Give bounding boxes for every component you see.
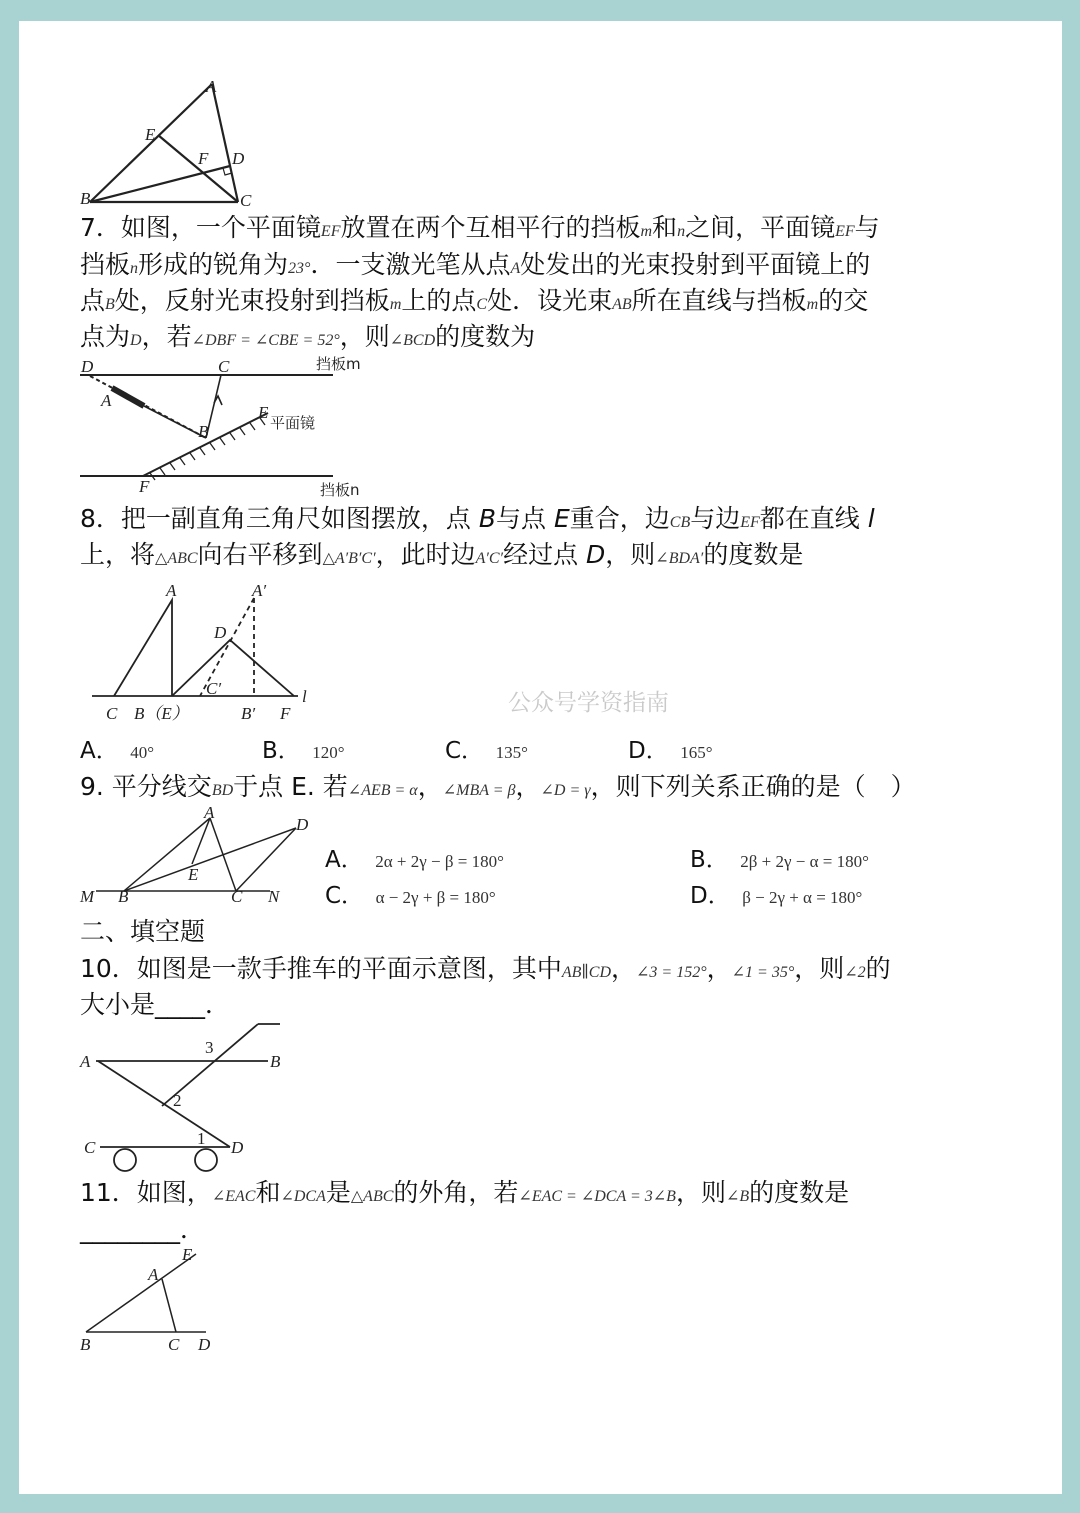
q7-fig2-label-f: F bbox=[139, 477, 150, 496]
q8-triangles-figure bbox=[78, 578, 328, 726]
q11-line-1: 11．如图，∠EAC和∠DCA是△ABC的外角，若∠EAC = ∠DCA = 3∠B，则∠B的度数是 bbox=[80, 1178, 850, 1207]
q11-label-c: C bbox=[168, 1335, 180, 1354]
q8-option-b[interactable]: B． 120° bbox=[262, 738, 345, 764]
q7-triangle-figure bbox=[78, 78, 278, 210]
watermark: 公众号学资指南 bbox=[508, 690, 669, 716]
q11-label-e: E bbox=[182, 1245, 193, 1264]
q8-option-c[interactable]: C． 135° bbox=[445, 738, 528, 764]
q10-line-1: 10．如图是一款手推车的平面示意图，其中AB∥CD，∠3 = 152°，∠1 = 35°，则∠2的 bbox=[80, 954, 891, 983]
q8-label-d: D bbox=[214, 623, 227, 642]
q7-fig2-label-a: A bbox=[101, 391, 112, 410]
q9-parallelogram-figure bbox=[78, 803, 318, 910]
q9-option-b[interactable]: B． 2β + 2γ − α = 180° bbox=[690, 847, 869, 873]
q7-fig2-label-e: E bbox=[258, 403, 269, 422]
q10-label-c: C bbox=[84, 1138, 96, 1157]
q10-line-2: 大小是____． bbox=[80, 990, 231, 1019]
q10-label-2: 2 bbox=[173, 1091, 182, 1110]
q11-line-2: ________． bbox=[80, 1215, 206, 1244]
q7-line-4: 点为D，若∠DBF = ∠CBE = 52°，则∠BCD的度数为 bbox=[80, 322, 536, 351]
q8-label-c-prime: C′ bbox=[206, 679, 222, 698]
q9-option-a[interactable]: A． 2α + 2γ − β = 180° bbox=[325, 847, 504, 873]
q11-triangle-figure bbox=[78, 1246, 238, 1356]
q9-label-e: E bbox=[188, 865, 199, 884]
q8-option-d[interactable]: D． 165° bbox=[628, 738, 713, 764]
q9-label-c: C bbox=[231, 887, 243, 906]
q8-line-2: 上，将△ABC向右平移到△A′B′C′，此时边A′C′经过点 D，则∠BDA′的度数是 bbox=[80, 540, 804, 569]
q7-fig2-label-b: B bbox=[198, 422, 209, 441]
q7-fig2-label-c: C bbox=[218, 357, 230, 376]
q9-line: 9. 平分线交BD于点 E. 若∠AEB = α，∠MBA = β，∠D = γ，则下列关系正确的是（ ） bbox=[80, 772, 916, 801]
section-heading-fill-in: 二、填空题 bbox=[80, 917, 206, 946]
q8-option-a[interactable]: A． 40° bbox=[80, 738, 155, 764]
q7-label-f: F bbox=[198, 149, 209, 168]
q10-label-b: B bbox=[270, 1052, 281, 1071]
q7-line-3: 点B处，反射光束投射到挡板m上的点C处．设光束AB所在直线与挡板m的交 bbox=[80, 286, 869, 315]
q7-fig2-mirror: 平面镜 bbox=[270, 414, 316, 432]
q8-label-l: l bbox=[302, 687, 307, 706]
q8-label-c: C bbox=[106, 704, 118, 723]
q7-fig2-board-n: 挡板n bbox=[320, 481, 360, 499]
q9-label-b: B bbox=[118, 887, 129, 906]
q7-label-c: C bbox=[240, 191, 252, 210]
q7-label-a: A bbox=[206, 77, 217, 96]
q9-label-m: M bbox=[80, 887, 95, 906]
q7-fig2-label-d: D bbox=[81, 357, 94, 376]
q8-label-b-e: B（E） bbox=[134, 704, 189, 723]
q9-label-n: N bbox=[268, 887, 280, 906]
q10-label-d: D bbox=[231, 1138, 244, 1157]
q7-line-1: 7．如图，一个平面镜EF放置在两个互相平行的挡板m和n之间，平面镜EF与 bbox=[80, 213, 880, 242]
q7-label-d: D bbox=[232, 149, 245, 168]
q9-option-d[interactable]: D． β − 2γ + α = 180° bbox=[690, 883, 863, 909]
q11-label-b: B bbox=[80, 1335, 91, 1354]
q7-line-2: 挡板n形成的锐角为23°．一支激光笔从点A处发出的光束投射到平面镜上的 bbox=[80, 250, 871, 279]
q8-line-1: 8．把一副直角三角尺如图摆放，点 B与点 E重合，边CB与边EF都在直线 l bbox=[80, 504, 875, 533]
q10-label-1: 1 bbox=[197, 1129, 206, 1148]
q7-label-e: E bbox=[145, 125, 156, 144]
q11-label-a: A bbox=[148, 1265, 159, 1284]
q8-label-b-prime: B′ bbox=[241, 704, 256, 723]
q8-label-a: A bbox=[166, 581, 177, 600]
q7-mirror-figure bbox=[78, 356, 378, 501]
q9-label-d: D bbox=[296, 815, 309, 834]
q7-label-b: B bbox=[80, 189, 91, 208]
q11-label-d: D bbox=[198, 1335, 211, 1354]
q9-option-c[interactable]: C． α − 2γ + β = 180° bbox=[325, 883, 496, 909]
q10-label-3: 3 bbox=[205, 1038, 214, 1057]
q7-fig2-board-m: 挡板m bbox=[316, 355, 361, 373]
q10-cart-figure bbox=[78, 1020, 298, 1174]
q10-label-a: A bbox=[80, 1052, 91, 1071]
q8-label-a-prime: A′ bbox=[252, 581, 267, 600]
q9-label-a: A bbox=[204, 803, 215, 822]
q8-label-f: F bbox=[280, 704, 291, 723]
